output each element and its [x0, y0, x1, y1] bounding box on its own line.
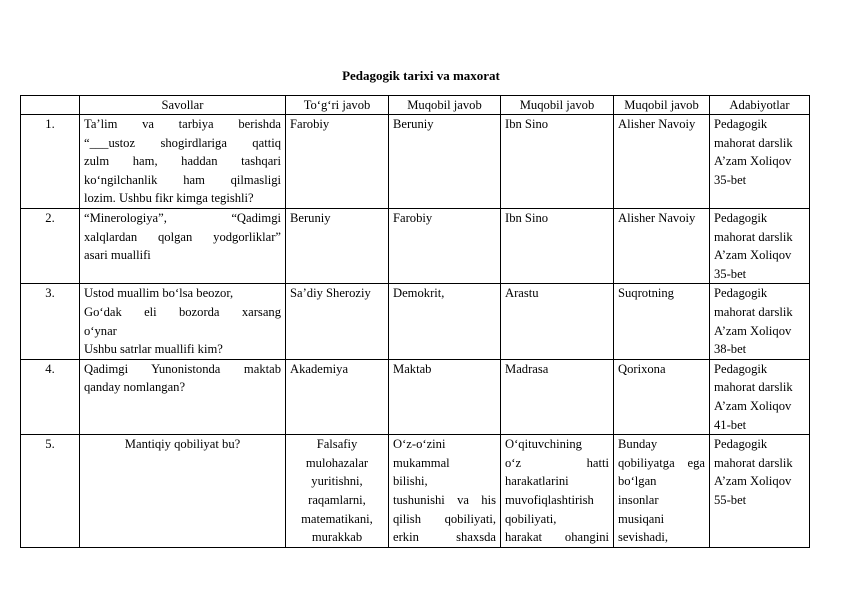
- literature-line: Pedagogik: [714, 211, 768, 225]
- answer-line: insonlar: [618, 492, 659, 507]
- alternative-answer-cell: Alisher Navoiy: [614, 209, 710, 284]
- literature-line: A’zam Xoliqov: [714, 154, 792, 169]
- question-line: Ta’lim va tarbiya berishda: [84, 117, 281, 131]
- literature-line: Pedagogik: [714, 117, 768, 131]
- alternative-answer-cell: Arastu: [501, 284, 614, 359]
- answer-line: Falsafiy: [316, 437, 358, 452]
- answer-line: harakat ohangini: [505, 530, 609, 545]
- alternative-answer-cell: Qorixona: [614, 359, 710, 434]
- literature-cell: [710, 284, 810, 359]
- table-row: [21, 435, 810, 548]
- answer-line: mukammal: [393, 455, 450, 470]
- alternative-answer-cell: Maktab: [389, 359, 501, 434]
- question-cell: [80, 209, 286, 284]
- literature-cell: [710, 209, 810, 284]
- correct-answer-cell: Farobiy: [286, 115, 389, 209]
- alternative-answer-cell: Ibn Sino: [501, 115, 614, 209]
- header-alternative-answer-3: Muqobil javob: [614, 96, 710, 115]
- correct-answer-cell: [286, 435, 389, 548]
- literature-cell: [710, 435, 810, 548]
- literature-line: A’zam Xoliqov: [714, 474, 792, 489]
- header-literature: Adabiyotlar: [710, 96, 810, 115]
- question-line: ko‘ngilchanlik ham qilmasligi: [84, 172, 281, 187]
- literature-line: 38-bet: [714, 342, 747, 357]
- question-line: Mantiqiy qobiliyat bu?: [124, 437, 241, 452]
- answer-line: Bunday: [618, 437, 658, 452]
- question-line: “Minerologiya”, “Qadimgi: [84, 211, 281, 225]
- alternative-answer-cell: [501, 435, 614, 548]
- answer-line: raqamlarni,: [308, 492, 366, 507]
- question-cell: [80, 359, 286, 434]
- literature-line: mahorat darslik: [714, 304, 793, 319]
- answer-line: qobiliyatga ega: [618, 455, 705, 470]
- answer-line: tushunishi va his: [393, 492, 496, 507]
- question-line: Ustod muallim bo‘lsa beozor,: [84, 286, 234, 301]
- question-line: o‘ynar: [84, 323, 117, 338]
- table-row: [21, 359, 810, 434]
- answer-line: sevishadi,: [618, 530, 669, 545]
- correct-answer-cell: Sa’diy Sheroziy: [286, 284, 389, 359]
- answer-line: matematikani,: [301, 511, 373, 526]
- document-title: Pedagogik tarixi va maxorat: [342, 68, 500, 83]
- answer-line: muvofiqlashtirish: [505, 492, 594, 507]
- table-row: [21, 209, 810, 284]
- alternative-answer-cell: Madrasa: [501, 359, 614, 434]
- answer-line: musiqani: [618, 511, 665, 526]
- header-alternative-answer-2: Muqobil javob: [501, 96, 614, 115]
- answer-line: mulohazalar: [305, 455, 369, 470]
- literature-line: A’zam Xoliqov: [714, 398, 792, 413]
- question-line: Go‘dak eli bozorda xarsang: [84, 304, 281, 319]
- alternative-answer-cell: [614, 435, 710, 548]
- table-row: [21, 284, 810, 359]
- correct-answer-cell: Beruniy: [286, 209, 389, 284]
- question-cell: [80, 435, 286, 548]
- literature-line: 55-bet: [714, 492, 747, 507]
- literature-line: 41-bet: [714, 417, 747, 432]
- question-line: zulm ham, haddan tashqari: [84, 154, 281, 169]
- literature-cell: [710, 359, 810, 434]
- row-number: 5.: [21, 435, 80, 548]
- alternative-answer-cell: Ibn Sino: [501, 209, 614, 284]
- alternative-answer-cell: Alisher Navoiy: [614, 115, 710, 209]
- literature-line: mahorat darslik: [714, 229, 793, 244]
- answer-line: qobiliyati,: [505, 511, 557, 526]
- answer-line: yuritishni,: [311, 474, 363, 489]
- alternative-answer-cell: Farobiy: [389, 209, 501, 284]
- question-line: asari muallifi: [84, 248, 151, 263]
- table-row: [21, 115, 810, 209]
- row-number: 4.: [21, 359, 80, 434]
- literature-line: mahorat darslik: [714, 380, 793, 395]
- literature-line: 35-bet: [714, 266, 747, 281]
- question-cell: [80, 284, 286, 359]
- header-alternative-answer-1: Muqobil javob: [389, 96, 501, 115]
- literature-line: A’zam Xoliqov: [714, 323, 792, 338]
- answer-line: bo‘lgan: [618, 474, 657, 489]
- literature-line: mahorat darslik: [714, 135, 793, 150]
- question-cell: [80, 115, 286, 209]
- literature-line: Pedagogik: [714, 361, 768, 376]
- answer-line: o‘z hatti: [505, 455, 609, 470]
- literature-line: Pedagogik: [714, 437, 768, 452]
- quiz-table: [20, 95, 810, 548]
- literature-line: Pedagogik: [714, 286, 768, 301]
- alternative-answer-cell: Suqrotning: [614, 284, 710, 359]
- table-header-row: [21, 96, 810, 115]
- header-correct-answer: To‘g‘ri javob: [286, 96, 389, 115]
- correct-answer-cell: Akademiya: [286, 359, 389, 434]
- literature-line: mahorat darslik: [714, 455, 793, 470]
- answer-line: harakatlarini: [505, 474, 569, 489]
- header-number: [21, 96, 80, 115]
- answer-line: O‘z-o‘zini: [393, 437, 446, 452]
- row-number: 3.: [21, 284, 80, 359]
- literature-line: A’zam Xoliqov: [714, 248, 792, 263]
- literature-cell: [710, 115, 810, 209]
- answer-line: bilishi,: [393, 474, 428, 489]
- row-number: 2.: [21, 209, 80, 284]
- alternative-answer-cell: Beruniy: [389, 115, 501, 209]
- question-line: qanday nomlangan?: [84, 380, 186, 395]
- question-line: Qadimgi Yunonistonda maktab: [84, 361, 281, 376]
- answer-line: erkin shaxsda: [393, 530, 496, 545]
- answer-line: O‘qituvchining: [505, 437, 582, 452]
- answer-line: murakkab: [311, 530, 363, 545]
- question-line: “___ustoz shogirdlariga qattiq: [84, 135, 281, 150]
- question-line: Ushbu satrlar muallifi kim?: [84, 342, 223, 357]
- alternative-answer-cell: Demokrit,: [389, 284, 501, 359]
- row-number: 1.: [21, 115, 80, 209]
- question-line: lozim. Ushbu fikr kimga tegishli?: [84, 191, 254, 206]
- question-line: xalqlardan qolgan yodgorliklar”: [84, 229, 281, 244]
- header-questions: Savollar: [80, 96, 286, 115]
- literature-line: 35-bet: [714, 172, 747, 187]
- alternative-answer-cell: [389, 435, 501, 548]
- answer-line: qilish qobiliyati,: [393, 511, 496, 526]
